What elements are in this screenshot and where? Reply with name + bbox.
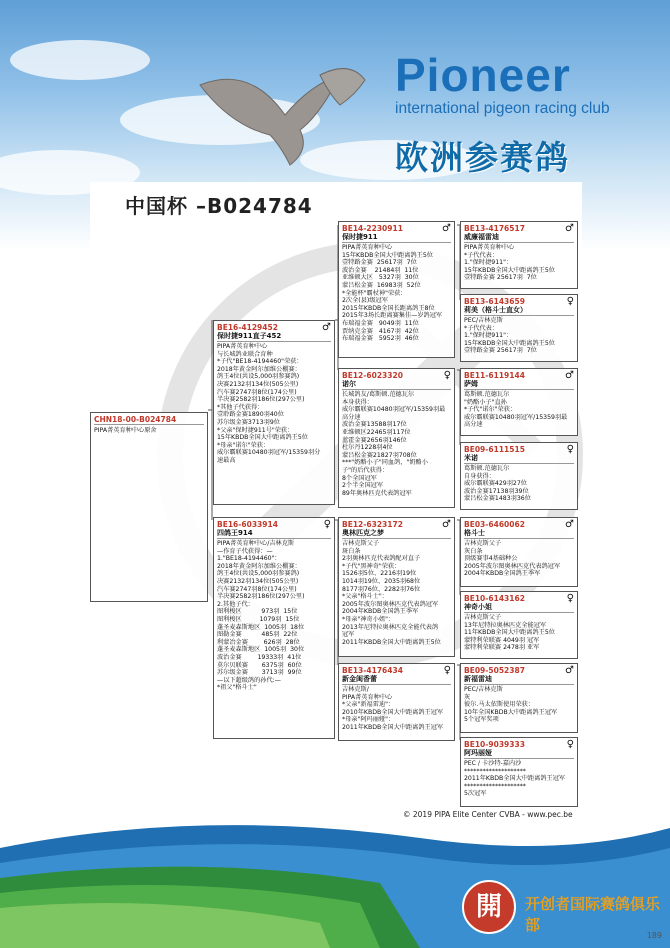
card-body: 葛斯顿.范德瓦尔 "奶酪小子"直孙 *子代"诺尔"荣获： 威尔霸联赛10480羽冠军/15359羽最 高分速 bbox=[464, 391, 568, 429]
card-body: 吉林克斯/ PIPA菁英育种中心 *父亲"新福雷迪"： 2010年KBDB全国大中距离鸽王冠军 *母亲"阿玛丽娅"： 2011年KBDB全国大中距离鸽王冠军 bbox=[342, 686, 444, 731]
ring-number: BE09-5052387 bbox=[464, 666, 525, 675]
card-body: 葛斯顿.范德瓦尔 自身获得： 威尔霸联赛429羽27位 波治金赛17138羽39位 蒙吕松金赛1483羽36位 bbox=[464, 465, 531, 503]
pigeon-name: 四鸽王914 bbox=[217, 529, 331, 539]
card-body: 吉林克斯父子 13年尼特拉奥林匹克全能冠军 11年KBDB全国大中距离鸽王5位 蒙特利荣联赛 4049羽 冠军 蒙特利荣联赛 2478羽 亚军 bbox=[464, 614, 555, 652]
card-body: PEC / 卡沙特-嘉内沙 ******************** 2011年KBDB全国大中距离鸽王冠军 ******************** 5次冠军 bbox=[464, 760, 566, 798]
gg-card-5 bbox=[460, 517, 578, 587]
female-icon: ♀ bbox=[323, 519, 331, 530]
male-icon: ♂ bbox=[565, 223, 574, 234]
ring-number: BE12-6023320 bbox=[342, 371, 403, 380]
card-body: 吉林克斯父子 灰白条 顶级赛事4基础种公 2005年波尔图奥林匹克代表鸽冠军 2004年KBDB全国鸽王季军 bbox=[464, 540, 561, 578]
pigeon-name: 奥林匹克之梦 bbox=[342, 529, 451, 539]
dam-dam-card bbox=[338, 663, 455, 741]
pigeon-name: 诺尔 bbox=[342, 380, 451, 390]
male-icon: ♂ bbox=[442, 519, 451, 530]
ring-number: BE16-6033914 bbox=[217, 520, 278, 529]
gg-card-2 bbox=[460, 294, 578, 362]
card-body: 长城鸽友/葛斯顿.范德瓦尔 本身获得： 威尔霸联赛10480羽冠军/15359羽最 高分速 波治金赛13588羽17位 亚维顿区22465羽117位 蓝霍金赛2656羽146位 杜尔丹1228羽4位 蒙吕松金赛21827羽708位 ***"奶酪小子"同血鸽，"奶酪小 子"的后代获得： 8个全国冠军 2个半全国冠军 89年奥林匹克代表鸽冠军 bbox=[342, 391, 446, 497]
pigeon-name: 神奇小姐 bbox=[464, 603, 574, 613]
sire-card bbox=[213, 320, 335, 505]
club-logo: 開 bbox=[462, 880, 516, 934]
pigeon-name: 阿玛丽娅 bbox=[464, 749, 574, 759]
club-name: 开创者国际赛鸽俱乐部 bbox=[525, 895, 661, 934]
card-body: PIPA菁英育种中心 与长城鸽业联合育种 *子代"BE18-4194460"荣获： 2018年黄金阿尔加维公棚赛： 鸽王4位(共设5,000羽参赛鸽) 决赛2132羽134位(505公里) 汽车赛2747羽8位(174公里) 半决赛2582羽186位(297公里) *其他子代获得： 壹聆路金赛1890羽40位 苏尔级金赛3713羽9位 *父亲"保时捷911号"荣获： 15年KBDB全国大中距离鸽王5位 *母亲"诺尔"荣获： 威尔霸联赛10480羽冠军/15359羽分 速最高 bbox=[217, 343, 321, 464]
ring-number: BE10-6143162 bbox=[464, 594, 525, 603]
card-body: PIPA菁英育种中心 15年KBDB全国大中距离鸽王5位 壹特路金赛 25617羽 7位 波治金赛 21484羽 11位 亚维顿大区 5327羽 30位 蒙吕松金赛 16983羽 52位 *全能杯"霸杖神"荣获： 2次全(县)级冠军 2015年KBDB全国长距离鸽王8位 2015年3场长距离赛集佳—岁鸽冠军 布瑞福金赛 9049羽 11位 贾纳克金赛 4167羽 42位 布瑞福金赛 5952羽 46位 bbox=[342, 244, 443, 343]
brand-name: Pioneer bbox=[395, 49, 571, 101]
pigeon-name: 威廉福雷迪 bbox=[464, 233, 574, 243]
card-body: PEC/吉林克斯 灰 彼尔.马太依斯使用荣获： 10年全国KBDB大中距离鸽王冠军 5个冠军奖项 bbox=[464, 686, 558, 724]
brand-subtitle: international pigeon racing club bbox=[395, 100, 610, 117]
gg-card-7 bbox=[460, 663, 578, 733]
male-icon: ♂ bbox=[565, 665, 574, 676]
male-icon: ♂ bbox=[442, 223, 451, 234]
pigeon-name: 米诺 bbox=[464, 454, 574, 464]
pigeon-name: 格斗士 bbox=[464, 529, 574, 539]
pigeon-name: 新金闺香蕾 bbox=[342, 675, 451, 685]
ring-number: CHN18-00-B024784 bbox=[94, 415, 177, 424]
dam-sire-card bbox=[338, 517, 455, 657]
pigeon-name: 新福雷迪 bbox=[464, 675, 574, 685]
copyright-text: © 2019 PIPA Elite Center CVBA - www.pec.be bbox=[403, 810, 573, 819]
female-icon: ♀ bbox=[566, 739, 574, 750]
pigeon-name: 保时捷911直子452 bbox=[217, 332, 331, 342]
male-icon: ♂ bbox=[565, 519, 574, 530]
pigeon-name: 保时捷911 bbox=[342, 233, 451, 243]
sire-sire-card bbox=[338, 221, 455, 358]
section-title: 欧洲参赛鸽 bbox=[395, 138, 570, 177]
dam-card bbox=[213, 517, 335, 739]
gg-card-1 bbox=[460, 221, 578, 289]
ring-number: BE13-6143659 bbox=[464, 297, 525, 306]
female-icon: ♀ bbox=[566, 444, 574, 455]
ring-number: BE11-6119144 bbox=[464, 371, 525, 380]
ring-number: BE14-2230911 bbox=[342, 224, 403, 233]
ring-number: BE10-9039333 bbox=[464, 740, 525, 749]
gg-card-4 bbox=[460, 442, 578, 510]
female-icon: ♀ bbox=[443, 370, 451, 381]
subject-card bbox=[90, 412, 208, 602]
card-body: 吉林克斯父子 斑白条 2羽奥林匹克代表鸽配对直子 *子代"黑神奇"荣获： 1526羽5位、2216羽19位 1014羽19位、2035羽68位 8177羽76位、2282羽76位 *父亲"格斗士"： 2005年波尔图奥林匹克代表鸽冠军 2004年KBDB全国鸽王季军 *母亲"神奇小姐"： 2013年尼特拉奥林匹克全能代表鸽 冠军 2011年KBDB全国大中距离鸽王5位 bbox=[342, 540, 441, 646]
gg-card-8 bbox=[460, 737, 578, 807]
pigeon-name: 莉美（格斗士直女） bbox=[464, 306, 574, 316]
pedigree-title: 中国杯 –B024784 bbox=[125, 194, 313, 218]
card-body: PEC/吉林克斯 *子代代表： 1."保时捷911"： 15年KBDB全国大中距离鸽王5位 壹特路金赛 25617羽 7位 bbox=[464, 317, 555, 355]
female-icon: ♀ bbox=[566, 296, 574, 307]
ring-number: BE03-6460062 bbox=[464, 520, 525, 529]
card-body: PIPA菁英育种中心原舍 bbox=[94, 424, 204, 435]
gg-card-3 bbox=[460, 368, 578, 436]
sire-dam-card bbox=[338, 368, 455, 508]
female-icon: ♀ bbox=[443, 665, 451, 676]
ring-number: BE13-4176434 bbox=[342, 666, 403, 675]
female-icon: ♀ bbox=[566, 593, 574, 604]
page-number: 189 bbox=[646, 931, 662, 940]
ring-number: BE13-4176517 bbox=[464, 224, 525, 233]
gg-card-6 bbox=[460, 591, 578, 659]
ring-number: BE16-4129452 bbox=[217, 323, 278, 332]
pigeon-name: 萨姆 bbox=[464, 380, 574, 390]
male-icon: ♂ bbox=[322, 322, 331, 333]
card-body: PIPA菁英育种中心 *子代代表： 1."保时捷911"： 15年KBDB全国大中距离鸽王5位 壹特路金赛 25617羽 7位 bbox=[464, 244, 555, 282]
ring-number: BE09-6111515 bbox=[464, 445, 525, 454]
ring-number: BE12-6323172 bbox=[342, 520, 403, 529]
male-icon: ♂ bbox=[565, 370, 574, 381]
card-body: PIPA菁英育种中心/吉林克斯 —作育子代获得：— 1."BE18-4194460"： 2018年黄金阿尔加维公棚赛： 鸽王4位(共设5,000羽参赛鸽) 决赛2132羽134位(505公里) 汽车赛2747羽8位(174公里) 半决赛2582羽186位(297公里) 2.其他子代： 图利梭区 973羽 15位 图利梭区 1079羽 15位 蓬圣麦森斯地区 1005羽 18位 图勒金赛 485羽 22位 利蒙冶金赛 626羽 28位 蓬圣麦森斯地区 1005羽 30位 波治金赛 19333羽 41位 莫尔贝联赛 6375羽 60位 苏尔级金赛 3713羽 99位 —以下超级鸽的孙代:— *祖父"格斗士" bbox=[217, 540, 305, 692]
